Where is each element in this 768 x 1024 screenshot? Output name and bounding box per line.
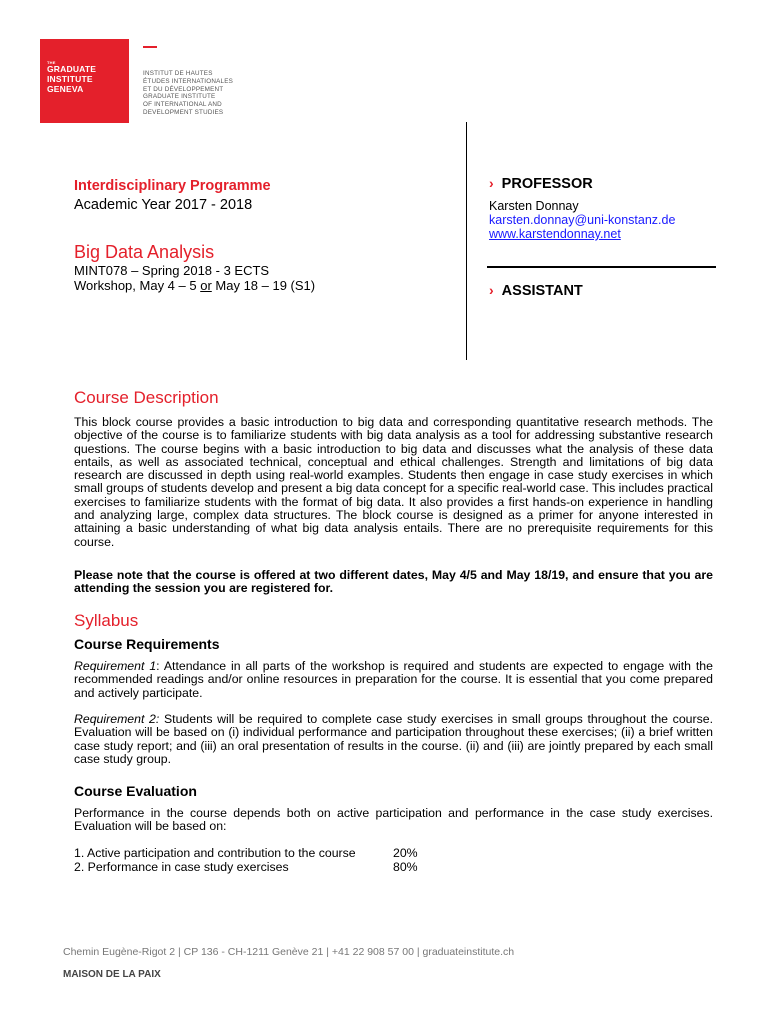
logo-dash (143, 46, 157, 48)
syllabus-heading: Syllabus (74, 611, 139, 630)
course-meta (74, 263, 315, 293)
professor-website-link[interactable]: www.karstendonnay.net (489, 227, 621, 241)
footer-address: Chemin Eugène-Rigot 2 | CP 136 - CH-1211 Genève 21 | +41 22 908 57 00 | graduateinstitute.ch (63, 946, 515, 958)
course-code: MINT078 – Spring 2018 - 3 ECTS (74, 263, 270, 278)
header-rule (487, 266, 716, 268)
list-item: 2. Performance in case study exercises 80% (74, 860, 418, 874)
course-description-heading: Course Description (74, 388, 219, 407)
requirements-heading: Course Requirements (74, 636, 220, 652)
requirement-2: Requirement 2: Students will be required to complete case study exercises in small groups throughout the course. Evaluation will be based on (i) individual performance and participation throughout these exercises; (ii) a brief written case study report; and (iii) an oral presentation of results in the course. (ii) and (iii) are jointly prepared by each small case study group. (74, 712, 713, 766)
professor-info (489, 199, 675, 241)
professor-email-link[interactable]: karsten.donnay@uni-konstanz.de (489, 213, 676, 227)
institute-logo (40, 39, 129, 123)
date-note: Please note that the course is offered at two different dates, May 4/5 and May 18/19, and ensure that you are attending the session you are registered for. (74, 568, 713, 596)
chevron-right-icon: › (489, 282, 494, 298)
evaluation-list (74, 846, 418, 874)
evaluation-text: Performance in the course depends both on active participation and performance in the case study exercises. Evaluation will be based on: (74, 806, 713, 834)
list-item: 1. Active participation and contribution to the course 20% (74, 846, 418, 860)
assistant-heading: › ASSISTANT (489, 282, 583, 299)
evaluation-heading: Course Evaluation (74, 783, 197, 799)
course-description-text: This block course provides a basic introduction to big data and corresponding quantitative research methods. The objective of the course is to familiarize students with big data analysis as a tool for addressing substantive research questions. The course begins with a basic introduction to big data and discusses what the analysis of these data entails, as well as associated technical, conceptual and ethical challenges. Strength and limitations of big data research are discussed in depth using real-world examples. Students then engage in case study exercises in which small groups of students develop and present a big data concept for a specific real-world case. This includes practical exercises to familiarize students with the format of big data. It also provides a first hands-on experience in handling and analyzing large, complex data structures. The block course is designed as a primer for anyone interested in attaining a basic understanding of what big data analysis entails. There are no prerequisite requirements for this course. (74, 415, 713, 549)
chevron-right-icon: › (489, 175, 494, 191)
workshop-dates: Workshop, May 4 – 5 or May 18 – 19 (S1) (74, 278, 316, 293)
logo-wordmark: THE GRADUATE INSTITUTE GENEVA (47, 60, 97, 94)
course-title: Big Data Analysis (74, 242, 215, 262)
academic-year: Academic Year 2017 - 2018 (74, 197, 253, 213)
header-divider (466, 122, 467, 360)
footer-maison: MAISON DE LA PAIX (63, 969, 161, 980)
professor-heading: › PROFESSOR (489, 175, 593, 192)
requirement-1: Requirement 1: Attendance in all parts of the workshop is required and students are expected to engage with the recommended readings and/or online resources in preparation for the course. It is essential that you come prepared and actively participate. (74, 659, 713, 700)
institution-name: INSTITUT DE HAUTES ÉTUDES INTERNATIONALES ET DU DÉVELOPPEMENT GRADUATE INSTITUTE OF INTERNATIONAL AND DEVELOPMENT STUDIES (143, 70, 234, 116)
programme-title: Interdisciplinary Programme (74, 178, 271, 194)
professor-name: Karsten Donnay (489, 199, 579, 213)
